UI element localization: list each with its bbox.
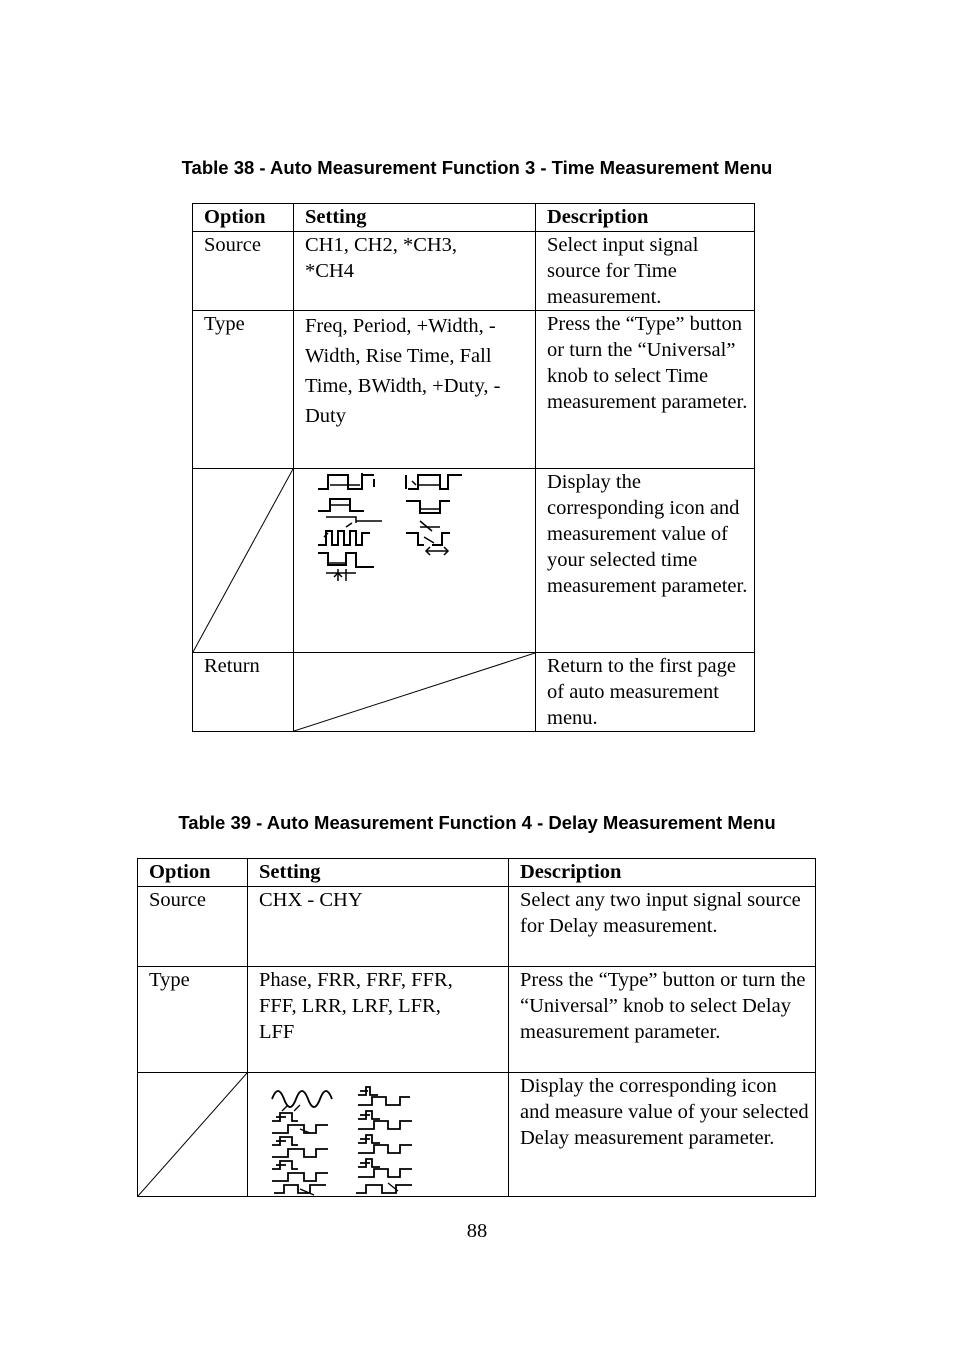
table-39-caption: Table 39 - Auto Measurement Function 4 - Delay Measurement Menu: [178, 812, 776, 833]
header-option: Option: [193, 204, 294, 232]
table-row: [193, 311, 755, 469]
table-header-row: [193, 204, 755, 232]
description-cell: Press the “Type” button or turn the “Universal” knob to select Time measurement parameter.: [536, 311, 755, 469]
option-cell: Source: [138, 887, 248, 967]
table-row: [193, 232, 755, 311]
description-cell: Display the corresponding icon and measure value of your selected Delay measurement parameter.: [509, 1073, 816, 1197]
description-cell: Display the corresponding icon and measurement value of your selected time measurement parameter.: [536, 469, 755, 653]
option-cell: Return: [193, 653, 294, 732]
setting-cell: Phase, FRR, FRF, FFR, FFF, LRR, LRF, LFR, LFF: [248, 967, 509, 1073]
header-description: Description: [536, 204, 755, 232]
empty-diagonal-cell: [294, 653, 536, 732]
delay-measurement-table: [137, 858, 816, 1197]
empty-diagonal-cell: [138, 1073, 248, 1197]
description-cell: Press the “Type” button or turn the “Universal” knob to select Delay measurement parameter.: [509, 967, 816, 1073]
setting-cell: CHX - CHY: [248, 887, 509, 967]
diagonal-line: [138, 1073, 247, 1196]
header-setting: Setting: [294, 204, 536, 232]
option-cell: Type: [193, 311, 294, 469]
table-row: [138, 887, 816, 967]
option-cell: Type: [138, 967, 248, 1073]
diagonal-line: [193, 469, 293, 652]
page-number: 88: [466, 1220, 488, 1242]
table-header-row: [138, 859, 816, 887]
delay-waveform-icon: [270, 1085, 422, 1197]
table-row: [193, 653, 755, 732]
table-row: [193, 469, 755, 653]
description-cell: Select input signal source for Time measurement.: [536, 232, 755, 311]
header-setting: Setting: [248, 859, 509, 887]
diagonal-line: [294, 653, 535, 731]
table-row: [138, 1073, 816, 1197]
time-waveform-icon: [316, 471, 476, 607]
header-description: Description: [509, 859, 816, 887]
description-cell: Return to the first page of auto measurement menu.: [536, 653, 755, 732]
empty-diagonal-cell: [193, 469, 294, 653]
time-measurement-table: [192, 203, 755, 732]
description-cell: Select any two input signal source for Delay measurement.: [509, 887, 816, 967]
delay-measurement-icons: [248, 1073, 509, 1197]
setting-cell: Freq, Period, +Width, -Width, Rise Time, Fall Time, BWidth, +Duty, -Duty: [294, 311, 536, 469]
header-option: Option: [138, 859, 248, 887]
option-cell: Source: [193, 232, 294, 311]
table-38-caption: Table 38 - Auto Measurement Function 3 - Time Measurement Menu: [181, 157, 773, 178]
table-row: [138, 967, 816, 1073]
setting-cell: CH1, CH2, *CH3, *CH4: [294, 232, 536, 311]
time-measurement-icons: [294, 469, 536, 653]
